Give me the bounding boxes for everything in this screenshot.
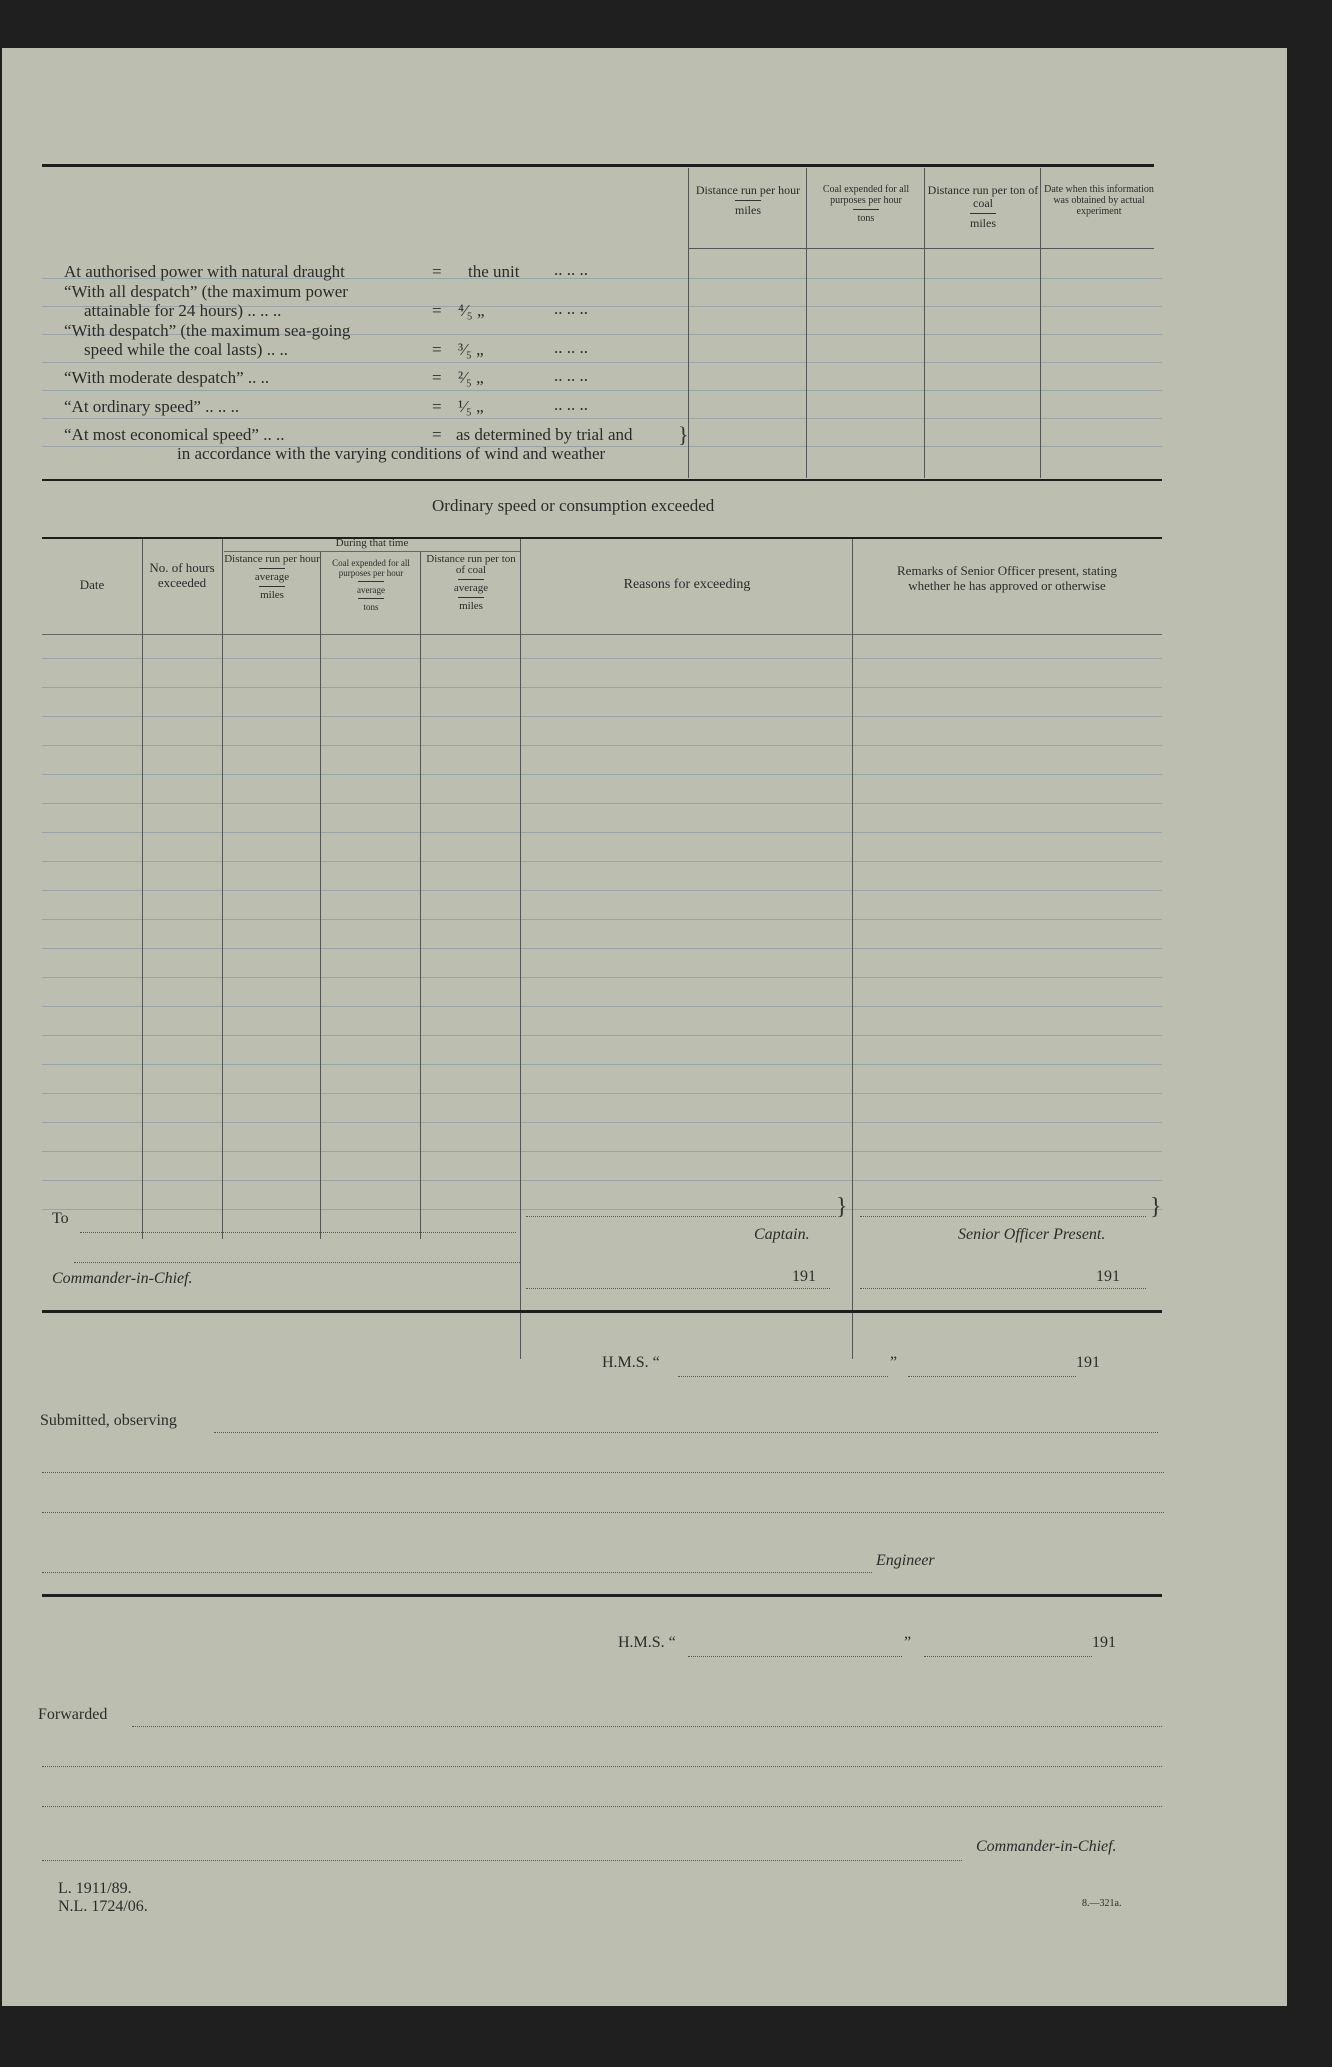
date-field[interactable] [908,1376,1076,1377]
col-distance-per-ton: Distance run per ton of coal average miles [426,553,516,612]
ruled-line [42,890,1162,891]
ruled-line [42,362,1162,363]
header-distance-per-ton: Distance run per ton of coal miles [927,183,1039,230]
header-date-experiment: Date when this information was obtained by actual experiment [1044,184,1154,217]
header-coal-expended: Coal expended for all purposes per hour tons [822,184,910,224]
engineer-signature-field[interactable] [42,1572,872,1573]
senior-officer-date-field[interactable] [860,1288,1146,1289]
ruled-line [42,745,1162,746]
observations-field[interactable] [214,1432,1158,1433]
date-field[interactable] [924,1656,1092,1657]
ruled-line [42,1122,1162,1123]
brace-icon: } [1150,1194,1162,1220]
commander-signature-field[interactable] [42,1860,962,1861]
ruled-line [42,1093,1162,1094]
col-distance-per-hour: Distance run per hour average miles [224,553,320,601]
ruled-line [42,803,1162,804]
ruled-line [42,977,1162,978]
ruled-line [42,832,1162,833]
ship-name-field[interactable] [678,1376,888,1377]
ruled-line [42,1180,1162,1181]
ruled-line [42,418,1162,419]
ruled-line [42,861,1162,862]
forwarded-label: Forwarded [38,1706,108,1723]
ship-name-field[interactable] [688,1656,902,1657]
brace-icon: } [836,1194,848,1220]
ruled-line [42,1209,1162,1210]
header-distance-run: Distance run per hour miles [695,183,801,217]
during-that-time-label: During that time [335,537,409,549]
engineer-label: Engineer [876,1552,935,1569]
ruled-line [42,687,1162,688]
ruled-line [42,390,1162,391]
print-code: 8.—321a. [1082,1898,1122,1909]
col-coal-per-hour: Coal expended for all purposes per hour average tons [332,558,410,612]
commander-label: Commander-in-Chief. [976,1838,1117,1855]
ruled-line [42,948,1162,949]
ruled-line [42,1035,1162,1036]
col-date: Date [79,577,105,592]
captain-date-field[interactable] [526,1288,830,1289]
submitted-label: Submitted, observing [40,1412,177,1429]
captain-signature-field[interactable] [526,1216,836,1217]
reference-number: N.L. 1724/06. [58,1898,148,1915]
hms-label: H.M.S. “ [602,1354,660,1371]
brace-icon: } [678,422,689,447]
senior-officer-signature-field[interactable] [860,1216,1146,1217]
form-page: Distance run per hour miles Coal expended for all purposes per hour tons Distance run per ton of coal miles Date when this information was obtained by actual experiment At authorised power with natural draught = the unit .. .. .. “With all despatch” (the maximum power attainable for 24 hours) .. .. .. = ⁴⁄₅ „ .. .. .. “With despatch” (the maximum sea-going speed while the coal lasts) .. .. = ³⁄₅ „ .. .. .. “With moderate despatch” .. .. = ²⁄₅ „ .. .. .. “At ordinary speed” .. .. .. = ¹⁄₅ „ .. .. .. “At most economical speed” .. .. = as determined by trial and in accordance with the varying conditions of wind and weather } Ordinary speed or consumption exceeded During that time Date No. of hours exceeded Distance run per hour average miles Coal expended for all purposes per hour average tons Distance run per ton of coal average miles Reasons for exceeding Remarks of Senior Officer present, stating whether he has approved or otherwise To Commander-in-Chief. Captain. } 191 Senior Officer Present. } 191 H.M.S. “ ” 191 Submitted, observing Engineer H.M.S. “ ” 191 Forwarded Commander-in-Chief. L. 1911/89. N.L. 1724/06. 8.—321a. [2,48,1287,2006]
top-rule [42,164,1154,167]
ruled-line [42,716,1162,717]
section-title: Ordinary speed or consumption exceeded [432,496,715,515]
senior-officer-label: Senior Officer Present. [958,1226,1106,1243]
col-reasons: Reasons for exceeding [623,577,751,592]
commander-label: Commander-in-Chief. [52,1270,193,1287]
ruled-line [42,1006,1162,1007]
ruled-line [42,658,1162,659]
ruled-line [42,1064,1162,1065]
captain-label: Captain. [754,1226,810,1243]
forwarding-remarks-field[interactable] [132,1726,1162,1727]
ruled-line [42,1151,1162,1152]
col-remarks: Remarks of Senior Officer present, stating whether he has approved or otherwise [897,563,1117,593]
to-label: To [52,1210,69,1227]
upper-table-bottom-rule [42,479,1162,481]
ruled-line [42,774,1162,775]
to-field[interactable] [80,1232,516,1233]
ruled-line [42,919,1162,920]
hms-label: H.M.S. “ [618,1634,676,1651]
col-hours-exceeded: No. of hours exceeded [149,560,215,590]
reference-number: L. 1911/89. [58,1880,132,1897]
